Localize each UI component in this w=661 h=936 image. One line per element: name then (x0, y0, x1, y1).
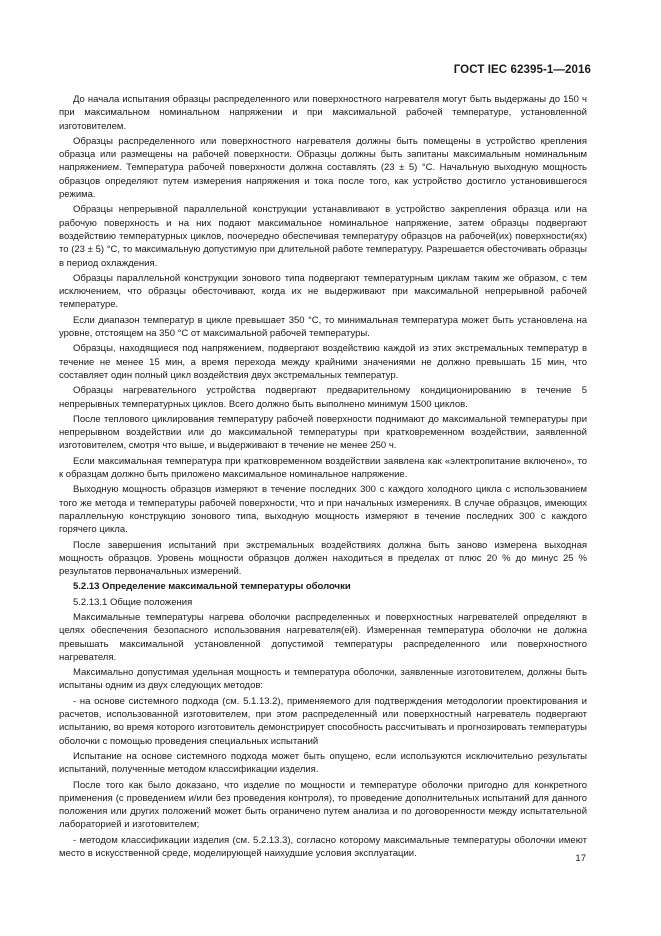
paragraph: Образцы, находящиеся под напряжением, подвергают воздействию каждой из этих экстремальных температур в течение не менее 15 мин, а время перехода между крайними значениями не должно превышать 15 мин, что составляет один полный цикл воздействия двух экстремальных температур. (59, 343, 587, 381)
document-body (59, 93, 587, 862)
paragraph: Испытание на основе системного подхода может быть опущено, если используются исключительно результаты испытаний, полученные методом классификации изделия. (59, 750, 587, 776)
subsection-heading: 5.2.13.1 Общие положения (73, 596, 193, 608)
paragraph: Образцы распределенного или поверхностного нагревателя должны быть помещены в устройство крепления образца или размещены на рабочей поверхности. Образцы должны быть запитаны максимальным номинальным напряжением. Температура рабочей поверхности должна составлять (23 ± 5) °С. Начальную выходную мощность образцов определяют путем измерения напряжения и тока после того, как устройство достигло установившегося режима. (59, 135, 587, 201)
paragraph: Выходную мощность образцов измеряют в течение последних 300 с каждого холодного цикла с использованием того же метода и температуры рабочей поверхности, что и при начальных измерениях. В случае образцов, имеющих параллельную конструкцию зонового типа, выходную мощность измеряют в течение последних 300 с каждого горячего цикла. (59, 484, 587, 536)
paragraph: Образцы непрерывной параллельной конструкции устанавливают в устройство закрепления образца или на рабочую поверхность и на них подают максимальное номинальное напряжение, затем образцы подвергают воздействию температурных циклов, поочередно обеспечивая температуру образцов на рабочей(их) поверхности(ях) то (23 ± 5) °С, то максимальную допустимую при длительной работе температуру. Разрешается обесточивать образцы в период охлаждения. (59, 204, 587, 269)
document-header: ГОСТ IEC 62395-1—2016 (453, 64, 591, 76)
section-heading: 5.2.13 Определение максимальной температуры оболочки (73, 581, 351, 593)
paragraph: До начала испытания образцы распределенного или поверхностного нагревателя могут быть выдержаны до 150 ч при максимальном номинальном напряжении и при максимальной рабочей температуре, установленной изготовителем. (59, 94, 587, 132)
paragraph: Если максимальная температура при кратковременном воздействии заявлена как «электропитание включено», то к образцам должно быть приложено максимальное номинальное напряжение. (59, 455, 587, 481)
paragraph: После завершения испытаний при экстремальных воздействиях должна быть заново измерена выходная мощность образцов. Уровень мощности образцов должен находиться в пределах от плюс 20 % до минус 25 % результатов первоначальных измерений. (59, 539, 587, 578)
list-item: - на основе системного подхода (см. 5.1.13.2), применяемого для подтверждения методологии проектирования и расчетов, использованной изготовителем, при этом распределенный или поверхностный нагреватель подвергают испытанию, во время которого изготовитель демонстрирует способность рассчитывать и прогнозировать температуры оболочки с помощью проведения специальных испытаний (59, 695, 587, 747)
paragraph: После теплового циклирования температуру рабочей поверхности поднимают до максимальной температуры при непрерывном воздействии или до максимальной температуры при кратковременном воздействии, заявленной изготовителем, смотря что выше, и выдерживают в течение не менее 250 ч. (59, 413, 587, 452)
paragraph: Максимальные температуры нагрева оболочки распределенных и поверхностных нагревателей определяют в целях обеспечения безопасного использования нагревателя(ей). Измеренная температура оболочки не должна превышать максимальной установленной допустимой температуры распределенного или поверхностного нагревателя. (59, 611, 587, 663)
paragraph: Образцы нагревательного устройства подвергают предварительному кондиционированию в течение 5 непрерывных температурных циклов. Всего должно быть выполнено минимум 1500 циклов. (59, 385, 587, 410)
list-item: - методом классификации изделия (см. 5.2.13.3), согласно которому максимальные температуры оболочки имеют место в искусственной среде, моделирующей наихудшие условия эксплуатации. (59, 834, 587, 860)
paragraph: Максимально допустимая удельная мощность и температура оболочки, заявленные изготовителем, должны быть испытаны одним из двух следующих методов: (59, 667, 587, 692)
paragraph: Образцы параллельной конструкции зонового типа подвергают температурным циклам таким же образом, с тем исключением, что образцы обесточивают, когда их не выдерживают при максимальной непрерывной рабочей температуре. (59, 272, 587, 311)
page-number: 17 (575, 853, 586, 864)
paragraph: Если диапазон температур в цикле превышает 350 °С, то минимальная температура может быть установлена на уровне, отстоящем на 350 °С от максимальной рабочей температуры. (59, 314, 587, 340)
paragraph: После того как было доказано, что изделие по мощности и температуре оболочки пригодно для конкретного применения (с проведением и/или без проведения контроля), то проведение дополнительных испытаний для данного положения или других положений может быть ограничено путем анализа и по договоренности между испытательной лабораторией и изготовителем; (59, 779, 587, 831)
